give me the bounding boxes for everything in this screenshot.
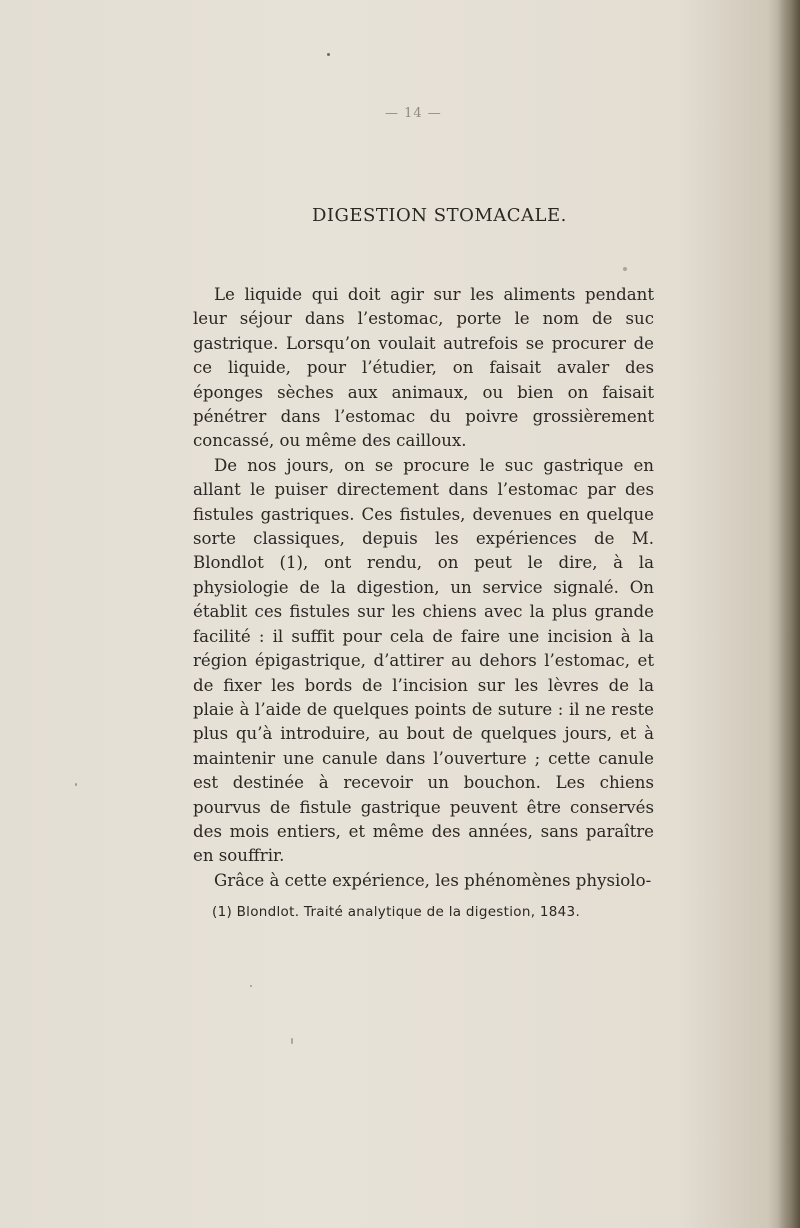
body-text — [193, 283, 654, 893]
page-number: — 14 — — [385, 106, 442, 121]
paper-speck — [75, 783, 77, 786]
paper-speck — [291, 1038, 293, 1044]
paper-speck — [250, 985, 252, 987]
page-edge-shadow — [778, 0, 800, 1228]
section-heading: DIGESTION STOMACALE. — [312, 205, 567, 226]
paper-speck — [623, 267, 627, 271]
footnote: (1) Blondlot. Traité analytique de la digestion, 1843. — [212, 904, 581, 920]
paragraph-1: Le liquide qui doit agir sur les aliments pendant leur séjour dans l’estomac, porte le nom de suc gastrique. Lorsqu’on voulait autrefois se procurer de ce liquide, pour l’étudier, on faisait avaler des éponges sèches aux animaux, ou bien on faisait pénétrer dans l’estomac du poivre grossièrement concassé, ou même des cailloux. — [193, 285, 654, 451]
paragraph-2: De nos jours, on se procure le suc gastrique en allant le puiser directement dans l’estomac par des fistules gastriques. Ces fistules, devenues en quelque sorte classiques, depuis les expériences de M. Blondlot (1), ont rendu, on peut le dire, à la physiologie de la digestion, un service signalé. On établit ces fistules sur les chiens avec la plus grande facilité : il suffit pour cela de faire une incision à la région épigastrique, d’attirer au dehors l’estomac, et de fixer les bords de l’incision sur les lèvres de la plaie à l’aide de quelques points de suture : il ne reste plus qu’à introduire, au bout de quelques jours, et à maintenir une canule dans l’ouverture ; cette canule est destinée à recevoir un bouchon. Les chiens pourvus de fistule gastrique peuvent être conservés des mois entiers, et même des années, sans paraître en souffrir. — [193, 455, 654, 866]
paragraph-3: Grâce à cette expérience, les phénomènes physiolo- — [214, 870, 652, 890]
paper-speck — [327, 53, 330, 56]
